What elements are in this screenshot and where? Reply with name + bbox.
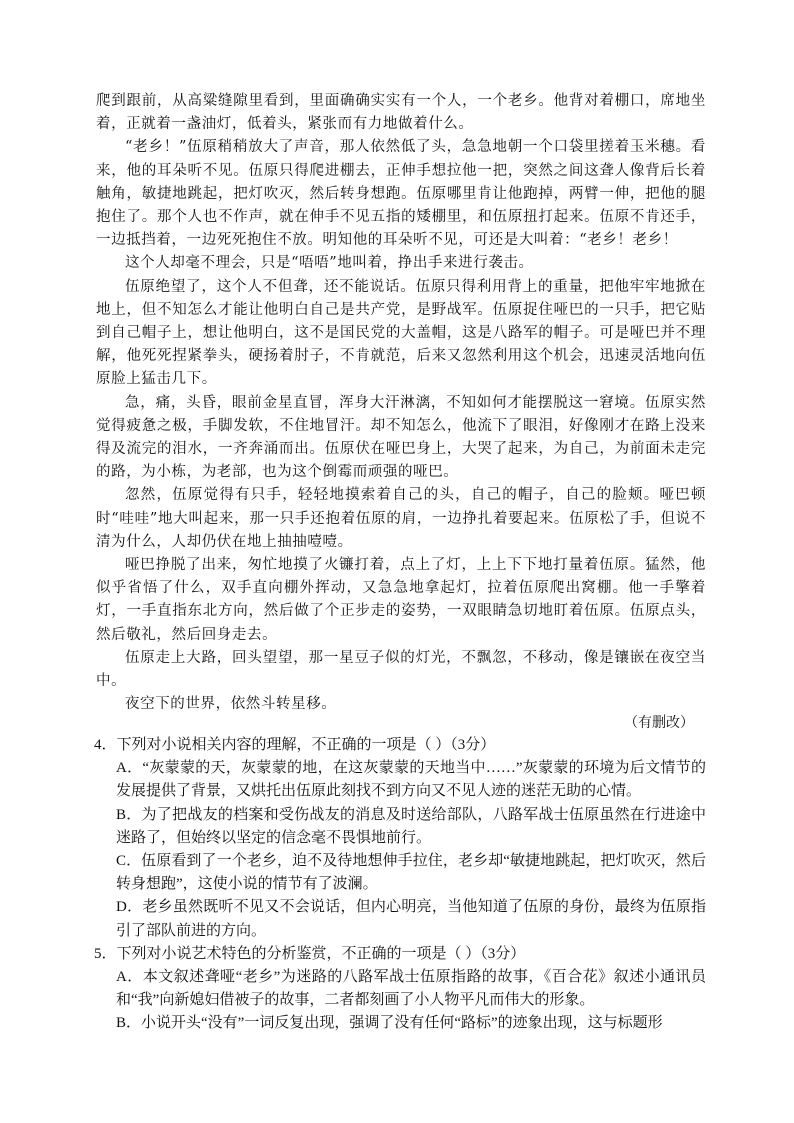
story-text <box>96 90 706 716</box>
option-d: D．老乡虽然既听不见又不会说话，但内心明亮，当他知道了伍原的身份，最终为伍原指引了部队前进的方向。 <box>116 899 706 939</box>
option-b: B．小说开头“没有”一词反复出现，强调了没有任何“路标”的迹象出现，这与标题形 <box>116 1015 663 1032</box>
story-paragraph: 这个人却毫不理会，只是“唔唔”地叫着，挣出手来进行袭击。 <box>125 255 534 272</box>
question-5 <box>96 943 706 1036</box>
story-paragraph: 伍原绝望了，这个人不但聋，还不能说话。伍原只得利用背上的重量，把他牢牢地掀在地上，但不知怎么才能让他明白自己是共产党，是野战军。伍原捉住哑巴的一只手，把它贴到自己帽子上，想让他明白，这不是国民党的大盖帽，这是八路军的帽子。可是哑巴并不理解，他死死捏紧拳头，硬扬着肘子，不肯就范，后来又忽然利用这个机会，迅速灵活地向伍原脸上猛击几下。 <box>96 278 706 388</box>
question-stem: 4．下列对小说相关内容的理解，不正确的一项是（ ）（3分） <box>94 737 496 753</box>
story-paragraph: 哑巴挣脱了出来，匆忙地摸了火镰打着，点上了灯，上上下下地打量着伍原。猛然，他似乎省悟了什么，双手直向棚外挥动，又急急地拿起灯，拉着伍原爬出窝棚。他一手擎着灯，一手直指东北方向，然后做了个正步走的姿势，一双眼睛急切地盯着伍原。伍原点头，然后敬礼，然后回身走去。 <box>96 557 706 643</box>
option-c: C．伍原看到了一个老乡，迫不及待地想伸手拉住，老乡却“敏捷地跳起，把灯吹灭，然后转身想跑”，这使小说的情节有了波澜。 <box>116 853 706 893</box>
question-4 <box>96 734 706 943</box>
option-a: A．本文叙述聋哑“老乡”为迷路的八路军战士伍原指路的故事，《百合花》叙述小通讯员和“我”向新媳妇借被子的故事，二者都刻画了小人物平凡而伟大的形象。 <box>116 969 706 1009</box>
story-paragraph: 忽然，伍原觉得有只手，轻轻地摸索着自己的头，自己的帽子，自己的脸颊。哑巴顿时“哇哇”地大叫起来，那一只手还抱着伍原的肩，一边挣扎着要起来。伍原松了手，但说不清为什么，人却仍伏在地上抽抽噎噎。 <box>96 487 706 550</box>
story-paragraph: 夜空下的世界，依然斗转星移。 <box>125 696 337 713</box>
story-paragraph: 急，痛，头昏，眼前金星直冒，浑身大汗淋漓，不知如何才能摆脱这一窘境。伍原实然觉得疲惫之极，手脚发软，不住地冒汗。却不知怎么，他流下了眼泪，好像刚才在路上没来得及流完的泪水，一齐奔涌而出。伍原伏在哑巴身上，大哭了起来，为自己，为前面未走完的路，为小栋，为老部，也为这个倒霉而顽强的哑巴。 <box>96 394 706 481</box>
question-stem: 5．下列对小说艺术特色的分析鉴赏，不正确的一项是（ ）（3分） <box>94 945 526 962</box>
option-a: A．“灰蒙蒙的天，灰蒙蒙的地，在这灰蒙蒙的天地当中……”灰蒙蒙的环境为后文情节的发展提供了背景，又烘托出伍原此刻找不到方向又不见人迹的迷茫无助的心情。 <box>116 760 706 800</box>
source-note: （有删改） <box>624 715 694 731</box>
option-b: B．为了把战友的档案和受伤战友的消息及时送给部队，八路军战士伍原虽然在行进途中迷路了，但始终以坚定的信念毫不畏惧地前行。 <box>116 806 706 846</box>
story-paragraph: 爬到跟前，从高粱缝隙里看到，里面确确实实有一个人，一个老乡。他背对着棚口，席地坐着，正就着一盏油灯，低着头，紧张而有力地做着什么。 <box>96 93 706 133</box>
story-paragraph: 伍原走上大路，回头望望，那一星豆子似的灯光，不飘忽，不移动，像是镶嵌在夜空当中。 <box>96 649 706 690</box>
story-paragraph: “老乡！”伍原稍稍放大了声音，那人依然低了头，急急地朝一个口袋里搓着玉米穗。看来，他的耳朵听不见。伍原只得爬进棚去，正伸手想拉他一把，突然之间这聋人像背后长着触角，敏捷地跳起，把灯吹灭，然后转身想跑。伍原哪里肯让他跑掉，两臂一伸，把他的腿抱住了。那个人也不作声，就在伸手不见五指的矮棚里，和伍原扭打起来。伍原不肯还手，一边抵挡着，一边死死抱住不放。明知他的耳朵听不见，可还是大叫着：“老乡！老乡！ <box>96 139 706 249</box>
question-section <box>96 734 706 1036</box>
